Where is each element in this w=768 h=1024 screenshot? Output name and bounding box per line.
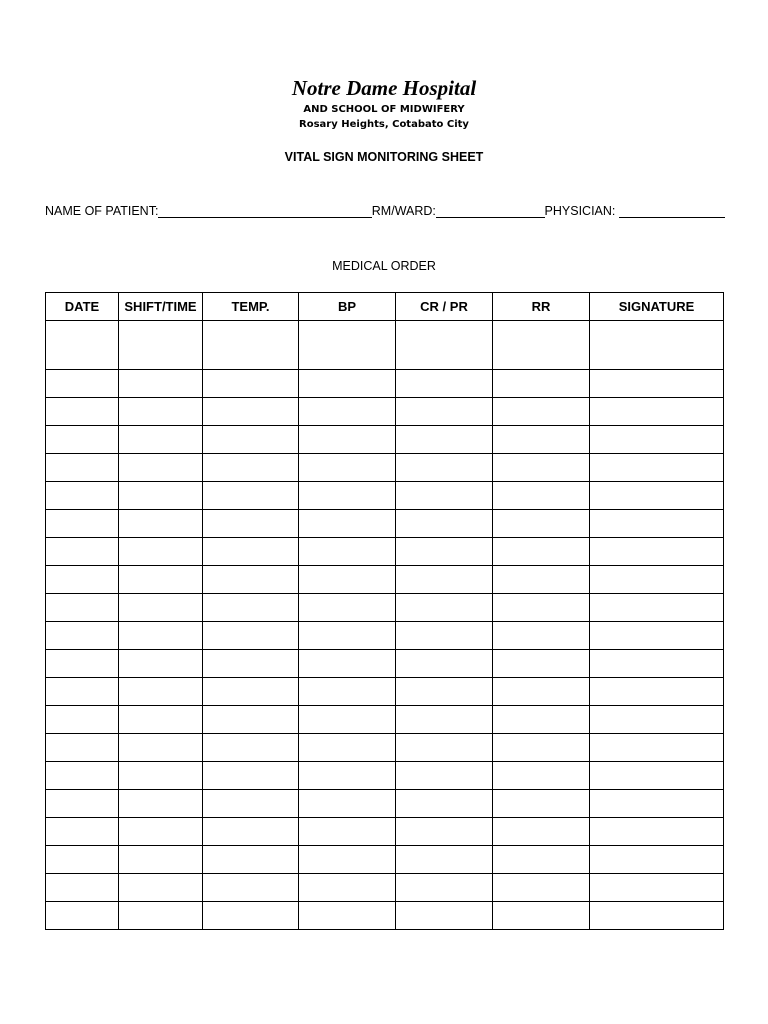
shift-time-cell[interactable] bbox=[119, 874, 203, 902]
signature-cell[interactable] bbox=[590, 454, 724, 482]
table-row bbox=[46, 370, 724, 398]
column-header-shift-time: SHIFT/TIME bbox=[119, 293, 203, 321]
rr-cell[interactable] bbox=[493, 650, 590, 678]
date-cell[interactable] bbox=[46, 426, 119, 454]
temp-cell[interactable] bbox=[203, 846, 299, 874]
column-header-temp: TEMP. bbox=[203, 293, 299, 321]
signature-cell[interactable] bbox=[590, 650, 724, 678]
temp-cell[interactable] bbox=[203, 482, 299, 510]
bp-cell[interactable] bbox=[299, 678, 396, 706]
rr-cell[interactable] bbox=[493, 426, 590, 454]
bp-cell[interactable] bbox=[299, 538, 396, 566]
cr-pr-cell[interactable] bbox=[396, 734, 493, 762]
signature-cell[interactable] bbox=[590, 510, 724, 538]
temp-cell[interactable] bbox=[203, 454, 299, 482]
temp-cell[interactable] bbox=[203, 818, 299, 846]
column-header-signature: SIGNATURE bbox=[590, 293, 724, 321]
shift-time-cell[interactable] bbox=[119, 902, 203, 930]
date-cell[interactable] bbox=[46, 818, 119, 846]
bp-cell[interactable] bbox=[299, 566, 396, 594]
date-cell[interactable] bbox=[46, 734, 119, 762]
signature-cell[interactable] bbox=[590, 846, 724, 874]
temp-cell[interactable] bbox=[203, 706, 299, 734]
date-cell[interactable] bbox=[46, 566, 119, 594]
table-row bbox=[46, 398, 724, 426]
shift-time-cell[interactable] bbox=[119, 510, 203, 538]
patient-info-line bbox=[45, 200, 725, 218]
rr-cell[interactable] bbox=[493, 321, 590, 370]
bp-cell[interactable] bbox=[299, 321, 396, 370]
table-row bbox=[46, 510, 724, 538]
temp-cell[interactable] bbox=[203, 594, 299, 622]
bp-cell[interactable] bbox=[299, 902, 396, 930]
cr-pr-cell[interactable] bbox=[396, 321, 493, 370]
table-row bbox=[46, 734, 724, 762]
cr-pr-cell[interactable] bbox=[396, 902, 493, 930]
cr-pr-cell[interactable] bbox=[396, 762, 493, 790]
table-row bbox=[46, 706, 724, 734]
patient-name-field[interactable] bbox=[158, 203, 371, 218]
cr-pr-cell[interactable] bbox=[396, 790, 493, 818]
signature-cell[interactable] bbox=[590, 706, 724, 734]
shift-time-cell[interactable] bbox=[119, 790, 203, 818]
shift-time-cell[interactable] bbox=[119, 426, 203, 454]
cr-pr-cell[interactable] bbox=[396, 678, 493, 706]
bp-cell[interactable] bbox=[299, 482, 396, 510]
table-row bbox=[46, 818, 724, 846]
bp-cell[interactable] bbox=[299, 650, 396, 678]
temp-cell[interactable] bbox=[203, 370, 299, 398]
rr-cell[interactable] bbox=[493, 818, 590, 846]
shift-time-cell[interactable] bbox=[119, 818, 203, 846]
shift-time-cell[interactable] bbox=[119, 594, 203, 622]
temp-cell[interactable] bbox=[203, 538, 299, 566]
rr-cell[interactable] bbox=[493, 706, 590, 734]
rr-cell[interactable] bbox=[493, 874, 590, 902]
signature-cell[interactable] bbox=[590, 818, 724, 846]
date-cell[interactable] bbox=[46, 454, 119, 482]
cr-pr-cell[interactable] bbox=[396, 650, 493, 678]
bp-cell[interactable] bbox=[299, 622, 396, 650]
shift-time-cell[interactable] bbox=[119, 398, 203, 426]
bp-cell[interactable] bbox=[299, 706, 396, 734]
bp-cell[interactable] bbox=[299, 818, 396, 846]
table-row bbox=[46, 454, 724, 482]
sheet-title: VITAL SIGN MONITORING SHEET bbox=[284, 150, 484, 164]
shift-time-cell[interactable] bbox=[119, 846, 203, 874]
cr-pr-cell[interactable] bbox=[396, 538, 493, 566]
signature-cell[interactable] bbox=[590, 734, 724, 762]
cr-pr-cell[interactable] bbox=[396, 874, 493, 902]
signature-cell[interactable] bbox=[590, 370, 724, 398]
table-row bbox=[46, 321, 724, 370]
rm-ward-field[interactable] bbox=[436, 203, 545, 218]
date-cell[interactable] bbox=[46, 706, 119, 734]
shift-time-cell[interactable] bbox=[119, 454, 203, 482]
table-row bbox=[46, 538, 724, 566]
document-header bbox=[0, 74, 768, 132]
temp-cell[interactable] bbox=[203, 874, 299, 902]
cr-pr-cell[interactable] bbox=[396, 594, 493, 622]
rr-cell[interactable] bbox=[493, 370, 590, 398]
shift-time-cell[interactable] bbox=[119, 538, 203, 566]
rr-cell[interactable] bbox=[493, 398, 590, 426]
date-cell[interactable] bbox=[46, 370, 119, 398]
table-row bbox=[46, 650, 724, 678]
rr-cell[interactable] bbox=[493, 678, 590, 706]
date-cell[interactable] bbox=[46, 482, 119, 510]
table-row bbox=[46, 902, 724, 930]
date-cell[interactable] bbox=[46, 398, 119, 426]
rr-cell[interactable] bbox=[493, 762, 590, 790]
date-cell[interactable] bbox=[46, 538, 119, 566]
table-row bbox=[46, 566, 724, 594]
bp-cell[interactable] bbox=[299, 370, 396, 398]
temp-cell[interactable] bbox=[203, 902, 299, 930]
rm-ward-label: RM/WARD: bbox=[371, 204, 436, 218]
column-header-bp: BP bbox=[299, 293, 396, 321]
temp-cell[interactable] bbox=[203, 510, 299, 538]
shift-time-cell[interactable] bbox=[119, 706, 203, 734]
medical-order-label: MEDICAL ORDER bbox=[332, 259, 436, 273]
table-row bbox=[46, 874, 724, 902]
signature-cell[interactable] bbox=[590, 426, 724, 454]
bp-cell[interactable] bbox=[299, 874, 396, 902]
temp-cell[interactable] bbox=[203, 426, 299, 454]
rr-cell[interactable] bbox=[493, 594, 590, 622]
bp-cell[interactable] bbox=[299, 510, 396, 538]
shift-time-cell[interactable] bbox=[119, 622, 203, 650]
rr-cell[interactable] bbox=[493, 734, 590, 762]
rr-cell[interactable] bbox=[493, 902, 590, 930]
bp-cell[interactable] bbox=[299, 454, 396, 482]
cr-pr-cell[interactable] bbox=[396, 566, 493, 594]
signature-cell[interactable] bbox=[590, 594, 724, 622]
table-row bbox=[46, 790, 724, 818]
signature-cell[interactable] bbox=[590, 762, 724, 790]
column-header-cr-pr: CR / PR bbox=[396, 293, 493, 321]
table-row bbox=[46, 678, 724, 706]
hospital-address: Rosary Heights, Cotabato City bbox=[299, 119, 469, 130]
date-cell[interactable] bbox=[46, 622, 119, 650]
table-row bbox=[46, 482, 724, 510]
signature-cell[interactable] bbox=[590, 902, 724, 930]
shift-time-cell[interactable] bbox=[119, 370, 203, 398]
signature-cell[interactable] bbox=[590, 874, 724, 902]
shift-time-cell[interactable] bbox=[119, 566, 203, 594]
date-cell[interactable] bbox=[46, 874, 119, 902]
temp-cell[interactable] bbox=[203, 398, 299, 426]
cr-pr-cell[interactable] bbox=[396, 706, 493, 734]
temp-cell[interactable] bbox=[203, 321, 299, 370]
rr-cell[interactable] bbox=[493, 538, 590, 566]
signature-cell[interactable] bbox=[590, 482, 724, 510]
date-cell[interactable] bbox=[46, 510, 119, 538]
table-body bbox=[46, 321, 724, 930]
rr-cell[interactable] bbox=[493, 510, 590, 538]
bp-cell[interactable] bbox=[299, 594, 396, 622]
signature-cell[interactable] bbox=[590, 678, 724, 706]
hospital-name: Notre Dame Hospital bbox=[291, 76, 477, 100]
date-cell[interactable] bbox=[46, 678, 119, 706]
date-cell[interactable] bbox=[46, 846, 119, 874]
date-cell[interactable] bbox=[46, 790, 119, 818]
bp-cell[interactable] bbox=[299, 734, 396, 762]
cr-pr-cell[interactable] bbox=[396, 398, 493, 426]
bp-cell[interactable] bbox=[299, 398, 396, 426]
patient-name-label: NAME OF PATIENT: bbox=[45, 204, 159, 218]
table-row bbox=[46, 426, 724, 454]
temp-cell[interactable] bbox=[203, 650, 299, 678]
hospital-subtitle: AND SCHOOL OF MIDWIFERY bbox=[303, 104, 465, 115]
shift-time-cell[interactable] bbox=[119, 482, 203, 510]
bp-cell[interactable] bbox=[299, 790, 396, 818]
signature-cell[interactable] bbox=[590, 622, 724, 650]
cr-pr-cell[interactable] bbox=[396, 370, 493, 398]
cr-pr-cell[interactable] bbox=[396, 454, 493, 482]
bp-cell[interactable] bbox=[299, 846, 396, 874]
rr-cell[interactable] bbox=[493, 454, 590, 482]
column-header-date: DATE bbox=[46, 293, 119, 321]
temp-cell[interactable] bbox=[203, 762, 299, 790]
signature-cell[interactable] bbox=[590, 538, 724, 566]
rr-cell[interactable] bbox=[493, 846, 590, 874]
cr-pr-cell[interactable] bbox=[396, 622, 493, 650]
temp-cell[interactable] bbox=[203, 734, 299, 762]
bp-cell[interactable] bbox=[299, 426, 396, 454]
table-row bbox=[46, 594, 724, 622]
cr-pr-cell[interactable] bbox=[396, 510, 493, 538]
signature-cell[interactable] bbox=[590, 790, 724, 818]
temp-cell[interactable] bbox=[203, 790, 299, 818]
table-header-row bbox=[46, 293, 724, 321]
table-row bbox=[46, 762, 724, 790]
rr-cell[interactable] bbox=[493, 482, 590, 510]
temp-cell[interactable] bbox=[203, 678, 299, 706]
cr-pr-cell[interactable] bbox=[396, 846, 493, 874]
shift-time-cell[interactable] bbox=[119, 321, 203, 370]
bp-cell[interactable] bbox=[299, 762, 396, 790]
date-cell[interactable] bbox=[46, 902, 119, 930]
shift-time-cell[interactable] bbox=[119, 678, 203, 706]
temp-cell[interactable] bbox=[203, 566, 299, 594]
rr-cell[interactable] bbox=[493, 622, 590, 650]
shift-time-cell[interactable] bbox=[119, 762, 203, 790]
column-header-rr: RR bbox=[493, 293, 590, 321]
shift-time-cell[interactable] bbox=[119, 734, 203, 762]
signature-cell[interactable] bbox=[590, 398, 724, 426]
date-cell[interactable] bbox=[46, 321, 119, 370]
shift-time-cell[interactable] bbox=[119, 650, 203, 678]
vital-signs-table bbox=[45, 292, 724, 930]
cr-pr-cell[interactable] bbox=[396, 818, 493, 846]
table-row bbox=[46, 622, 724, 650]
rr-cell[interactable] bbox=[493, 790, 590, 818]
rr-cell[interactable] bbox=[493, 566, 590, 594]
cr-pr-cell[interactable] bbox=[396, 482, 493, 510]
physician-field[interactable] bbox=[619, 203, 725, 218]
temp-cell[interactable] bbox=[203, 622, 299, 650]
cr-pr-cell[interactable] bbox=[396, 426, 493, 454]
date-cell[interactable] bbox=[46, 650, 119, 678]
signature-cell[interactable] bbox=[590, 321, 724, 370]
date-cell[interactable] bbox=[46, 594, 119, 622]
physician-label: PHYSICIAN: bbox=[544, 204, 616, 218]
date-cell[interactable] bbox=[46, 762, 119, 790]
table-row bbox=[46, 846, 724, 874]
signature-cell[interactable] bbox=[590, 566, 724, 594]
